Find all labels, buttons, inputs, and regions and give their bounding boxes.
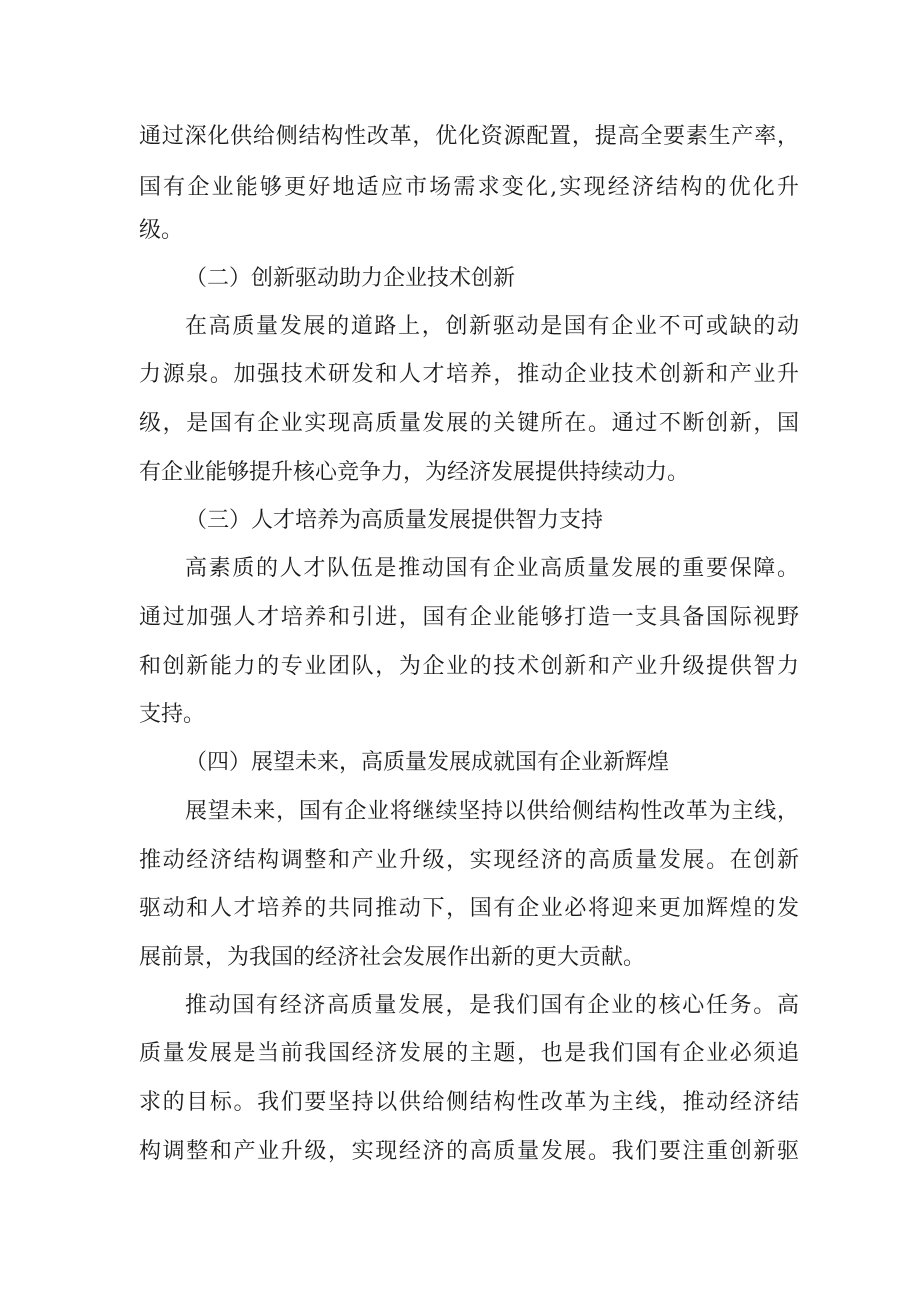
paragraph-line: 展望未来，国有企业将继续坚持以供给侧结构性改革为主线，: [185, 799, 799, 824]
paragraph-line: 质量发展是当前我国经济发展的主题，也是我们国有企业必须追: [139, 1041, 799, 1066]
paragraph-line: 通过加强人才培养和引进，国有企业能够打造一支具备国际视野: [139, 605, 799, 630]
paragraph-line: 在高质量发展的道路上，创新驱动是国有企业不可或缺的动: [185, 314, 799, 339]
paragraph-line: 和创新能力的专业团队，为企业的技术创新和产业升级提供智力: [139, 654, 799, 679]
section-heading: （三）人才培养为高质量发展提供智力支持: [185, 508, 604, 533]
section-heading: （二）创新驱动助力企业技术创新: [185, 266, 516, 291]
paragraph-line: 支持。: [139, 702, 206, 727]
paragraph-line: 国有企业能够更好地适应市场需求变化,实现经济结构的优化升: [139, 175, 799, 200]
paragraph-line: 构调整和产业升级，实现经济的高质量发展。我们要注重创新驱: [139, 1139, 799, 1164]
paragraph-line: 推动国有经济高质量发展，是我们国有企业的核心任务。高: [185, 993, 799, 1018]
section-heading: （四）展望未来，高质量发展成就国有企业新辉煌: [185, 750, 670, 775]
paragraph-line: 有企业能够提升核心竞争力，为经济发展提供持续动力。: [139, 460, 690, 485]
paragraph-line: 驱动和人才培养的共同推动下，国有企业必将迎来更加辉煌的发: [139, 896, 799, 921]
paragraph-line: 通过深化供给侧结构性改革，优化资源配置，提高全要素生产率，: [139, 124, 799, 149]
paragraph-line: 高素质的人才队伍是推动国有企业高质量发展的重要保障。: [185, 556, 799, 581]
paragraph-line: 力源泉。加强技术研发和人才培养，推动企业技术创新和产业升: [139, 362, 799, 387]
paragraph-line: 展前景，为我国的经济社会发展作出新的更大贡献。: [139, 945, 646, 970]
paragraph-line: 级，是国有企业实现高质量发展的关键所在。通过不断创新，国: [139, 411, 799, 436]
paragraph-line: 求的目标。我们要坚持以供给侧结构性改革为主线，推动经济结: [139, 1090, 799, 1115]
paragraph-line: 推动经济结构调整和产业升级，实现经济的高质量发展。在创新: [139, 848, 799, 873]
paragraph-line: 级。: [139, 218, 184, 243]
